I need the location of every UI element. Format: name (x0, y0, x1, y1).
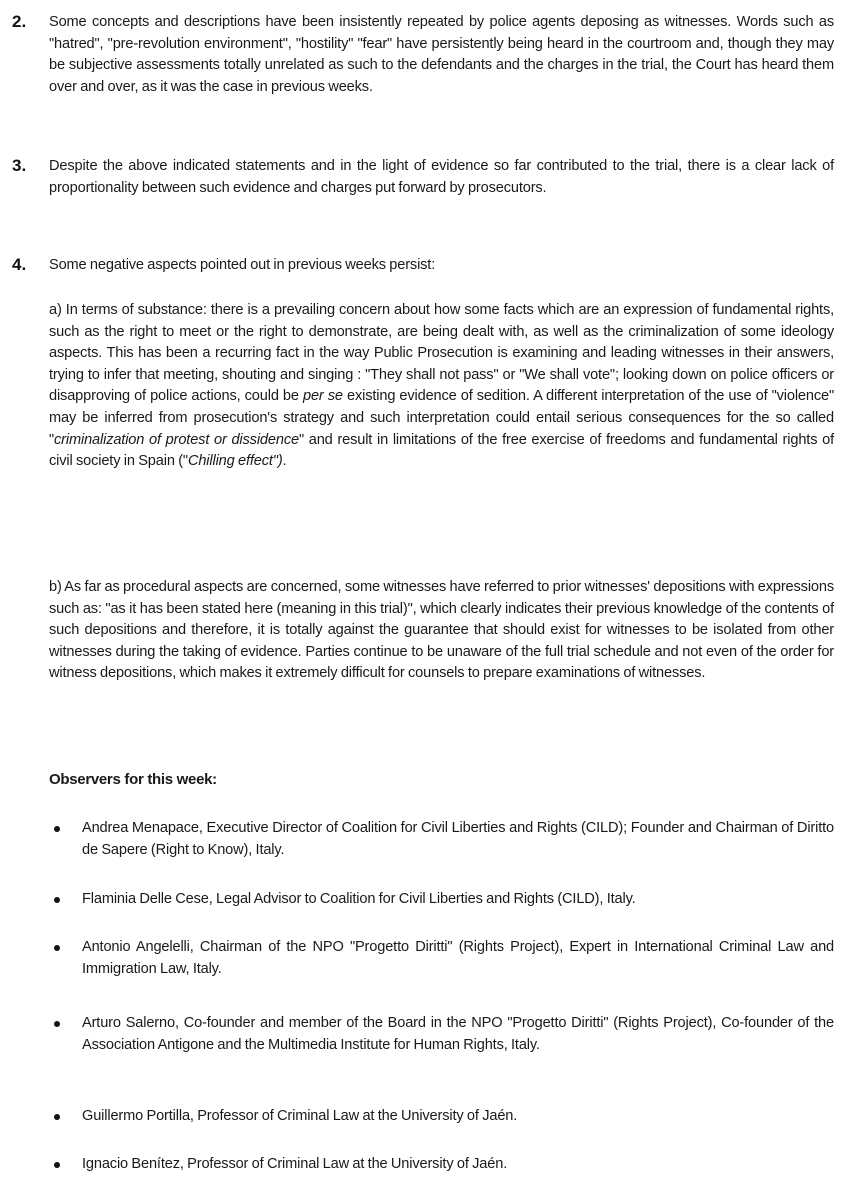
item-number: 3. (12, 156, 27, 175)
observers-heading: Observers for this week: (49, 771, 217, 788)
numbered-item-3 (12, 156, 834, 199)
observer-list-item (49, 818, 834, 861)
observer-list-item (49, 1154, 834, 1176)
bullet-icon (54, 1162, 60, 1168)
sub-a-text: " and result in limitations of the free exercise of freedoms and fundamental rights of civil society in Spain (" (49, 431, 834, 470)
sub-a-italic-criminalization: criminalization of protest or dissidence (54, 431, 299, 448)
bullet-icon (54, 1021, 60, 1027)
sub-a-text: a) In terms of substance: there is a prevailing concern about how some facts which are an expression of fundamental rights, such as the right to meet or the right to demonstrate, are being dealt with, as well as the criminalization of some ideology aspects. This has been a recurring fact in the way Public Prosecution is examining and leading witnesses in their answers, trying to infer that meeting, shouting and singing : "They shall not pass" or "We shall vote"; looking down on police officers or disapproving of police actions, could be (49, 302, 834, 405)
bullet-icon (54, 1114, 60, 1120)
bullet-icon (54, 897, 60, 903)
numbered-item-2 (12, 12, 834, 98)
bullet-icon (54, 826, 60, 832)
observer-text: Flaminia Delle Cese, Legal Advisor to Coalition for Civil Liberties and Rights (CILD), Italy. (82, 891, 636, 907)
observer-text: Ignacio Benítez, Professor of Criminal Law at the University of Jaén. (82, 1156, 508, 1172)
sub-a-italic-chilling-effect: Chilling effect") (187, 453, 283, 470)
item-text: Despite the above indicated statements and in the light of evidence so far contributed to the trial, there is a clear lack of proportionality between such evidence and charges put forward by prosecutors. (49, 158, 834, 196)
item-text: Some negative aspects pointed out in previous weeks persist: (49, 257, 436, 273)
subsection-b-procedural: b) As far as procedural aspects are concerned, some witnesses have referred to prior witnesses' depositions with expressions such as: "as it has been stated here (meaning in this trial)", which clearly indicates their previous knowledge of the contents of such depositions and therefore, it is totally against the guarantee that should exist for witnesses to be isolated from other witnesses during the taking of evidence. Parties continue to be unaware of the full trial schedule and not even of the order for witness depositions, which makes it extremely difficult for counsels to prepare examinations of witnesses. (49, 579, 834, 682)
sub-a-italic-per-se: per se (302, 388, 343, 405)
item-number: 2. (12, 12, 27, 31)
observer-text: Antonio Angelelli, Chairman of the NPO "Progetto Diritti" (Rights Project), Expert in International Criminal Law and Immigration Law, Italy. (82, 939, 834, 977)
observer-list-item (49, 1013, 834, 1056)
bullet-icon (54, 945, 60, 951)
sub-a-text: . (282, 453, 287, 470)
numbered-item-4 (12, 255, 834, 277)
item-text: Some concepts and descriptions have been insistently repeated by police agents deposing as witnesses. Words such as "hatred", "pre-revolution environment", "hostility" "fear" have persistently being heard in the courtroom and, though they may be subjective assessments totally unrelated as such to the defendants and the charges in the trial, the Court has heard them over and over, as it was the case in previous weeks. (49, 14, 834, 95)
observer-text: Guillermo Portilla, Professor of Criminal Law at the University of Jaén. (82, 1108, 518, 1124)
observer-text: Andrea Menapace, Executive Director of Coalition for Civil Liberties and Rights (CILD); Founder and Chairman of Diritto de Sapere (Right to Know), Italy. (82, 820, 834, 858)
item-number: 4. (12, 255, 27, 274)
subsection-a-substance (49, 300, 834, 473)
observer-list-item (49, 937, 834, 980)
observer-list-item (49, 1106, 834, 1128)
sub-a-text: existing evidence of sedition. A different interpretation of the use of "violence" may be inferred from prosecution's strategy and such interpretation could entail serious consequences for the so called " (49, 388, 834, 448)
observer-text: Arturo Salerno, Co-founder and member of the Board in the NPO "Progetto Diritti" (Rights Project), Co-founder of the Association Antigone and the Multimedia Institute for Human Rights, Italy. (82, 1015, 834, 1053)
observer-list-item (49, 889, 834, 911)
